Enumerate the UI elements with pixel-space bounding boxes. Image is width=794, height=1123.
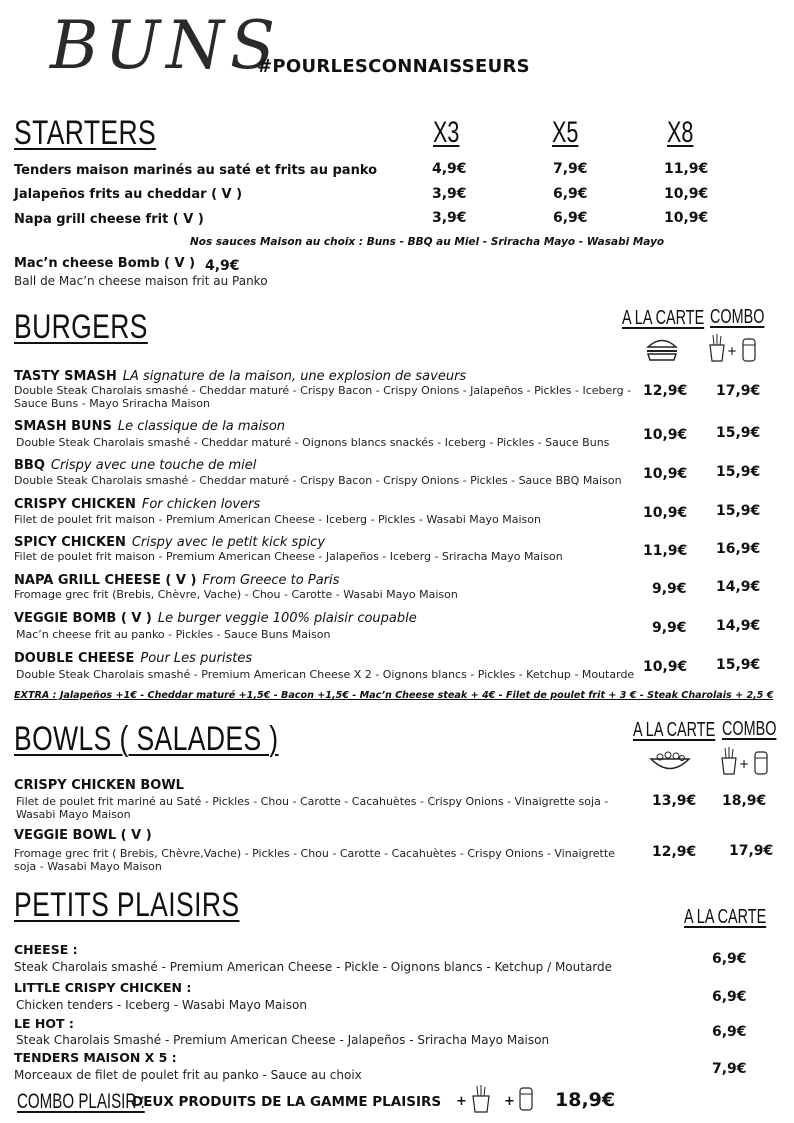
burger-price-carte: 10,9€ (643, 427, 688, 443)
fries-drink-icon (707, 333, 759, 363)
extras-note: EXTRA : Jalapeños +1€ - Cheddar maturé +1,5€ - Bacon +1,5€ - Mac’n Cheese steak + 4€ - Filet de poulet frit + 3 € - Steak Charolais + 2,5 € (14, 690, 774, 701)
combo-plaisir-label: COMBO PLAISIR : (17, 1090, 145, 1113)
bowl-price-carte: 13,9€ (652, 793, 697, 809)
starter-price: 10,9€ (664, 210, 709, 226)
plaisir-desc: Morceaux de filet de poulet frit au panko - Sauce au choix (14, 1068, 362, 1082)
burger-desc: Double Steak Charolais smashé - Cheddar maturé - Crispy Bacon - Crispy Onions - Pickles - Sauce BBQ Maison (14, 474, 622, 487)
burger-price-combo: 15,9€ (716, 657, 761, 673)
burger-price-combo: 15,9€ (716, 503, 761, 519)
burger-name: NAPA GRILL CHEESE ( V ) From Greece to Paris (14, 573, 340, 588)
starter-name: Napa grill cheese frit ( V ) (14, 212, 204, 227)
col-x3: X3 (433, 116, 460, 149)
burger-name: SMASH BUNS Le classique de la maison (14, 419, 286, 434)
plaisir-price: 6,9€ (712, 1024, 747, 1040)
starter-name: Tenders maison marinés au saté et frits au panko (14, 163, 378, 178)
burger-desc: Double Steak Charolais smashé - Premium American Cheese X 2 - Oignons blancs - Pickles - Ketchup - Moutarde (16, 668, 635, 681)
section-title-petits-plaisirs: PETITS PLAISIRS (14, 886, 240, 924)
plaisir-desc: Steak Charolais smashé - Premium American Cheese - Pickle - Oignons blancs - Ketchup / Moutarde (14, 960, 613, 974)
combo-plaisir-text: DEUX PRODUITS DE LA GAMME PLAISIRS (132, 1094, 442, 1110)
plaisir-name: CHEESE : (14, 942, 78, 957)
burger-tagline: Crispy avec une touche de miel (50, 458, 257, 473)
burger-name: BBQ Crispy avec une touche de miel (14, 458, 257, 473)
burger-tagline: From Greece to Paris (202, 573, 340, 588)
starter-price: 3,9€ (432, 186, 467, 202)
col-a-la-carte: A LA CARTE (684, 906, 767, 928)
col-x8: X8 (667, 116, 694, 149)
section-title-bowls: BOWLS ( SALADES ) (14, 720, 279, 758)
col-combo: COMBO (710, 306, 765, 328)
plaisir-price: 6,9€ (712, 989, 747, 1005)
mac-desc: Ball de Mac’n cheese maison frit au Panko (14, 274, 268, 288)
bowl-desc: Fromage grec frit ( Brebis, Chèvre,Vache) - Pickles - Chou - Carotte - Cacahuètes - Crispy Onions - Vinaigrette soja - Wasabi Mayo Maison (14, 847, 615, 873)
mac-name: Mac’n cheese Bomb ( V ) (14, 256, 196, 271)
section-title-starters: STARTERS (14, 114, 157, 152)
burger-name: VEGGIE BOMB ( V ) Le burger veggie 100% plaisir coupable (14, 611, 417, 626)
burger-price-carte: 9,9€ (652, 581, 687, 597)
burger-name: SPICY CHICKEN Crispy avec le petit kick spicy (14, 535, 326, 550)
plaisir-name: TENDERS MAISON X 5 : (14, 1050, 177, 1065)
starter-price: 3,9€ (432, 210, 467, 226)
col-a-la-carte: A LA CARTE (622, 307, 705, 329)
starter-price: 4,9€ (432, 161, 467, 177)
col-a-la-carte: A LA CARTE (633, 719, 716, 741)
burger-desc: Mac’n cheese frit au panko - Pickles - Sauce Buns Maison (16, 628, 331, 641)
svg-text:+: + (739, 757, 750, 771)
burger-price-carte: 10,9€ (643, 466, 688, 482)
sauces-note: Nos sauces Maison au choix : Buns - BBQ au Miel - Sriracha Mayo - Wasabi Mayo (190, 236, 665, 248)
col-combo: COMBO (722, 718, 777, 740)
mac-price: 4,9€ (205, 258, 240, 274)
brand-logo: BUNS (50, 7, 282, 84)
burger-tagline: Crispy avec le petit kick spicy (131, 535, 326, 550)
bowl-price-combo: 17,9€ (729, 843, 774, 859)
burger-price-combo: 17,9€ (716, 383, 761, 399)
burger-tagline: Le classique de la maison (117, 419, 286, 434)
burger-desc: Double Steak Charolais smashé - Cheddar maturé - Oignons blancs snackés - Iceberg - Pickles - Sauce Buns (16, 436, 610, 449)
burger-name: CRISPY CHICKEN For chicken lovers (14, 497, 261, 512)
burger-price-combo: 16,9€ (716, 541, 761, 557)
burger-desc: Filet de poulet frit maison - Premium American Cheese - Iceberg - Pickles - Wasabi Mayo Maison (14, 513, 541, 526)
burger-price-carte: 11,9€ (643, 543, 688, 559)
starter-price: 11,9€ (664, 161, 709, 177)
plaisir-desc: Steak Charolais Smashé - Premium American Cheese - Jalapeños - Sriracha Mayo Maison (16, 1033, 550, 1047)
bowl-price-carte: 12,9€ (652, 844, 697, 860)
bowl-desc: Filet de poulet frit mariné au Saté - Pickles - Chou - Carotte - Cacahuètes - Crispy Onions - Vinaigrette soja - Wasabi Mayo Maison (16, 795, 609, 821)
burger-price-carte: 12,9€ (643, 383, 688, 399)
col-x5: X5 (552, 116, 579, 149)
burger-desc: Double Steak Charolais smashé - Cheddar maturé - Crispy Bacon - Crispy Onions - Jalapeños - Pickles - Iceberg - Sauce Buns - Mayo Sriracha Maison (14, 384, 632, 410)
burger-desc: Filet de poulet frit maison - Premium American Cheese - Jalapeños - Iceberg - Sriracha Mayo Maison (14, 550, 563, 563)
starter-price: 10,9€ (664, 186, 709, 202)
salad-bowl-icon (648, 750, 692, 772)
hashtag: #POURLESCONNAISSEURS (257, 56, 530, 77)
drink-can-icon (518, 1086, 534, 1112)
starter-name: Jalapeños frits au cheddar ( V ) (14, 187, 243, 202)
burger-icon (645, 336, 679, 364)
burger-price-combo: 14,9€ (716, 618, 761, 634)
bowl-name: CRISPY CHICKEN BOWL (14, 778, 184, 793)
plaisir-price: 7,9€ (712, 1061, 747, 1077)
burger-price-combo: 15,9€ (716, 425, 761, 441)
burger-name: TASTY SMASH LA signature de la maison, une explosion de saveurs (14, 369, 467, 384)
burger-desc: Fromage grec frit (Brebis, Chèvre, Vache) - Chou - Carotte - Wasabi Mayo Maison (14, 588, 458, 601)
burger-price-carte: 10,9€ (643, 659, 688, 675)
burger-tagline: LA signature de la maison, une explosion de saveurs (122, 369, 467, 384)
burger-tagline: For chicken lovers (141, 497, 261, 512)
starter-price: 6,9€ (553, 210, 588, 226)
bowl-name: VEGGIE BOWL ( V ) (14, 828, 152, 843)
plaisir-name: LE HOT : (14, 1016, 74, 1031)
fries-icon (470, 1084, 494, 1114)
fries-drink-icon (719, 746, 771, 776)
bowl-price-combo: 18,9€ (722, 793, 767, 809)
starter-price: 7,9€ (553, 161, 588, 177)
plaisir-name: LITTLE CRISPY CHICKEN : (14, 980, 192, 995)
burger-name: DOUBLE CHEESE Pour Les puristes (14, 651, 253, 666)
burger-price-combo: 15,9€ (716, 464, 761, 480)
combo-plus: + (504, 1094, 515, 1109)
starter-price: 6,9€ (553, 186, 588, 202)
svg-text:+: + (727, 344, 738, 358)
burger-price-carte: 9,9€ (652, 620, 687, 636)
combo-plus: + (456, 1094, 467, 1109)
burger-price-combo: 14,9€ (716, 579, 761, 595)
burger-tagline: Le burger veggie 100% plaisir coupable (157, 611, 417, 626)
burger-tagline: Pour Les puristes (140, 651, 253, 666)
plaisir-desc: Chicken tenders - Iceberg - Wasabi Mayo Maison (16, 998, 307, 1012)
burger-price-carte: 10,9€ (643, 505, 688, 521)
section-title-burgers: BURGERS (14, 308, 148, 346)
plaisir-price: 6,9€ (712, 951, 747, 967)
combo-plaisir-price: 18,9€ (555, 1089, 616, 1111)
